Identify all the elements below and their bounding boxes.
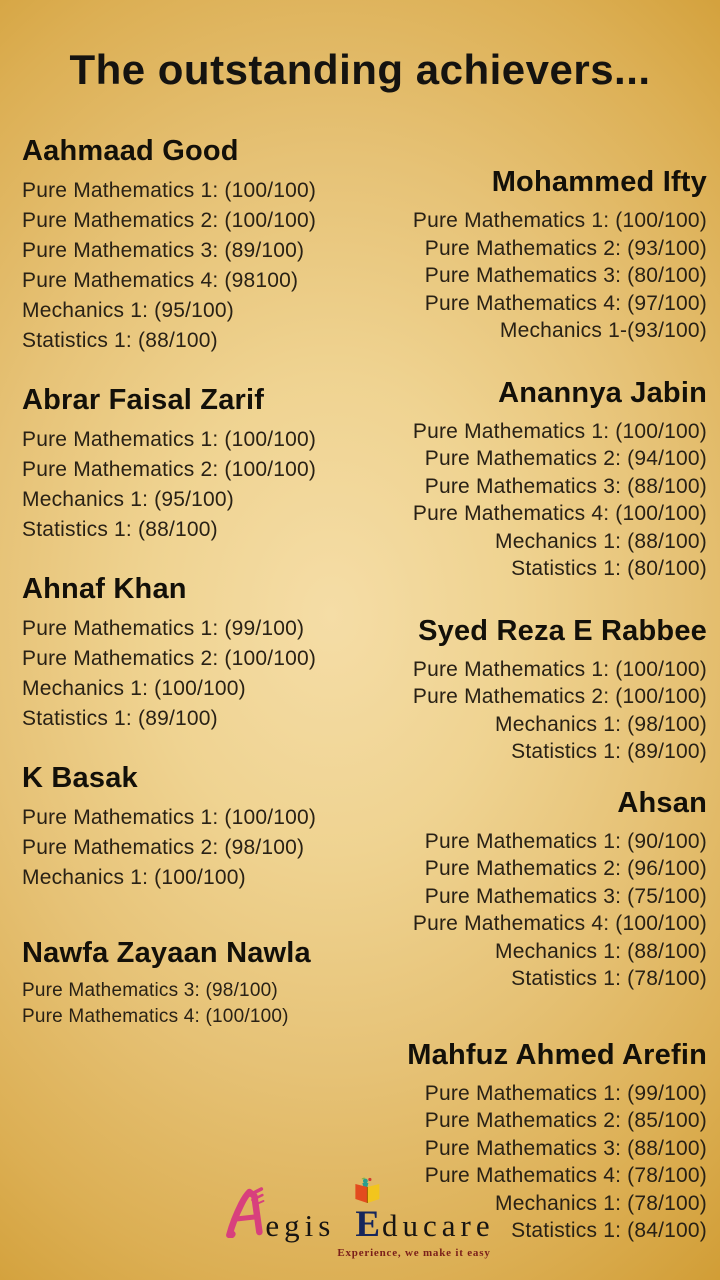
student-section [355,614,707,766]
logo-e-wrap [355,1206,382,1243]
student-section [355,165,707,345]
student-name: Aahmaad Good [22,135,239,167]
score-line: Pure Mathematics 1: (100/100) [22,179,317,202]
score-line: Statistics 1: (80/100) [511,557,707,580]
score-line: Statistics 1: (78/100) [511,967,707,990]
score-line: Pure Mathematics 2: (100/100) [412,685,707,708]
score-line: Pure Mathematics 1: (99/100) [424,1081,707,1105]
score-line: Pure Mathematics 4: (97/100) [424,291,707,315]
score-line: Pure Mathematics 2: (93/100) [424,236,707,260]
score-line: Statistics 1: (88/100) [22,329,218,352]
logo-row [225,1186,494,1243]
score-line: Pure Mathematics 4: (100/100) [412,912,707,935]
left-column [22,134,367,1030]
score-line: Statistics 1: (88/100) [22,518,218,541]
student-name: Mahfuz Ahmed Arefin [407,1038,707,1071]
open-book-icon [352,1177,382,1210]
brand-logo [225,1186,494,1259]
score-line: Pure Mathematics 1: (90/100) [424,829,707,853]
score-line: Mechanics 1: (95/100) [22,299,234,322]
score-line: Mechanics 1: (88/100) [495,939,707,963]
score-line: Pure Mathematics 3: (89/100) [22,239,305,262]
score-line: Mechanics 1: (95/100) [22,488,234,511]
score-line: Pure Mathematics 2: (85/100) [424,1109,707,1132]
score-line: Pure Mathematics 4: (100/100) [22,1006,289,1027]
score-line: Pure Mathematics 3: (80/100) [424,264,707,287]
student-name: Ahsan [617,786,707,819]
student-section [22,936,367,1030]
score-line: Pure Mathematics 4: (98100) [22,269,299,292]
student-section [22,383,367,545]
score-line: Pure Mathematics 1: (100/100) [412,657,707,681]
score-line: Pure Mathematics 2: (94/100) [424,447,707,470]
score-line: Pure Mathematics 1: (100/100) [22,428,317,451]
logo-word-egis: egis [265,1208,336,1243]
student-section [22,134,367,356]
score-line: Mechanics 1: (98/100) [495,712,707,736]
score-line: Mechanics 1: (100/100) [22,866,246,889]
student-name: K Basak [22,762,138,794]
score-line: Mechanics 1: (88/100) [495,529,707,553]
score-line: Pure Mathematics 2: (100/100) [22,209,317,232]
score-line: Mechanics 1: (78/100) [495,1191,707,1215]
score-line: Pure Mathematics 2: (100/100) [22,458,317,481]
student-section [22,572,367,734]
student-name: Nawfa Zayaan Nawla [22,937,311,969]
logo-word-ducare: ducare [382,1208,495,1243]
score-line: Statistics 1: (89/100) [22,707,218,730]
right-column [355,134,707,1245]
score-line: Statistics 1: (84/100) [511,1219,707,1242]
score-line: Pure Mathematics 3: (88/100) [424,474,707,498]
score-line: Pure Mathematics 1: (100/100) [22,806,317,829]
logo-letter-e: E [355,1204,383,1245]
score-line: Pure Mathematics 3: (98/100) [22,980,278,1001]
student-name: Syed Reza E Rabbee [418,614,707,647]
student-name: Anannya Jabin [498,376,707,409]
score-line: Pure Mathematics 4: (100/100) [412,502,707,525]
score-line: Pure Mathematics 1: (100/100) [412,419,707,443]
score-line: Pure Mathematics 1: (100/100) [412,209,707,232]
logo-tagline: Experience, we make it easy [337,1247,491,1259]
score-line: Statistics 1: (89/100) [511,740,707,763]
student-section [22,761,367,893]
score-line: Pure Mathematics 3: (88/100) [424,1136,707,1160]
student-name: Mohammed Ifty [491,166,707,198]
score-line: Mechanics 1-(93/100) [499,319,707,342]
aegis-a-icon [225,1186,267,1243]
score-line: Pure Mathematics 2: (96/100) [424,857,707,880]
score-line: Pure Mathematics 3: (75/100) [424,884,707,908]
score-line: Pure Mathematics 2: (100/100) [22,647,317,670]
score-line: Pure Mathematics 1: (99/100) [22,617,305,640]
page-title: The outstanding achievers... [69,46,651,93]
score-line: Mechanics 1: (100/100) [22,677,246,700]
student-section [355,376,707,583]
student-name: Abrar Faisal Zarif [22,384,265,416]
student-section [355,786,707,993]
student-name: Ahnaf Khan [22,573,187,605]
score-line: Pure Mathematics 4: (78/100) [424,1164,707,1187]
score-line: Pure Mathematics 2: (98/100) [22,836,305,859]
